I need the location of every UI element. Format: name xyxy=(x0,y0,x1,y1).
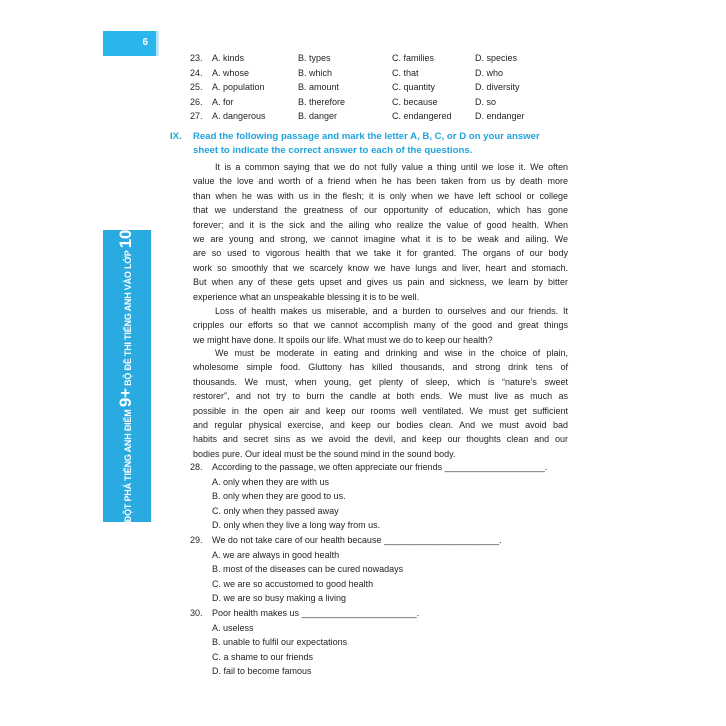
title-grade: 10 xyxy=(116,229,135,249)
passage-line: are so used to vigorous health that we take it for granted. The organs of our body xyxy=(193,248,568,259)
passage-line: It is a common saying that we do not fully value a thing until we lose it. We often xyxy=(215,162,568,172)
answer-option: B. most of the diseases can be cured nowadays xyxy=(212,564,404,575)
page-number: 6 xyxy=(142,37,148,48)
passage-line: But when any of these gets upset and gives us pain and sickness, we learn by bitter xyxy=(193,277,568,288)
answer-option: B. unable to fulfil our expectations xyxy=(212,637,348,648)
answer-option: D. fail to become famous xyxy=(212,666,312,677)
option-b: B. which xyxy=(298,67,333,78)
book-title-sidebar xyxy=(103,230,151,522)
option-a: A. for xyxy=(212,96,234,107)
option-b: B. types xyxy=(298,53,331,63)
book-title xyxy=(117,230,137,522)
answer-option: D. we are so busy making a living xyxy=(212,593,347,604)
passage-line: habits and secret sins as we avoid the devil, and keep our thoughts clean and our xyxy=(193,434,568,445)
passage-line: possible in the open air and keep our rooms well ventilated. We must get sufficient xyxy=(193,405,568,416)
passage-line: bodies pure. Our ideal must be the sound mind in the sound body. xyxy=(193,448,456,459)
option-a: A. kinds xyxy=(212,53,245,63)
answer-option: C. a shame to our friends xyxy=(212,651,314,662)
option-c: C. quantity xyxy=(392,82,436,93)
answer-option: A. only when they are with us xyxy=(212,476,330,487)
question-number: 27. xyxy=(190,111,203,122)
passage-line: and regular physical exercise, and keep our bodies clean. And we must avoid bad xyxy=(193,420,568,430)
option-d: D. species xyxy=(475,53,518,63)
option-c: C. endangered xyxy=(392,111,452,122)
title-part: ĐỘT PHÁ TIẾNG ANH ĐIỂM xyxy=(123,407,133,523)
passage-line: we might have done. It spoils our life. What must we do to keep our health? xyxy=(193,334,493,345)
answer-option: C. only when they passed away xyxy=(212,505,339,516)
passage-line: thousands. We must, when young, get plenty of sleep, which is “nature’s sweet xyxy=(193,376,568,387)
option-c: C. because xyxy=(392,96,438,107)
passage-line: Loss of health makes us miserable, and a burden to ourselves and our friends. It xyxy=(215,306,568,316)
question-number: 28. xyxy=(190,462,203,472)
option-d: D. diversity xyxy=(475,82,520,93)
page-number-box xyxy=(103,31,159,56)
option-d: D. so xyxy=(475,96,497,107)
passage-line: value the love and worth of a friend when he has been taken from us by death more xyxy=(193,176,568,187)
answer-option: D. only when they live a long way from us. xyxy=(212,520,381,531)
question-stem: According to the passage, we often appreciate our friends ____________________. xyxy=(212,462,548,472)
passage-line: that we understand the greatness of our opportunity of education, which has gone xyxy=(193,205,568,216)
title-score: 9+ xyxy=(116,388,135,408)
question-number: 24. xyxy=(190,67,203,78)
section-instruction: Read the following passage and mark the letter A, B, C, or D on your answer xyxy=(193,131,540,142)
passage-line: than when he was with us in the flesh; it is only when we have left school or college xyxy=(193,190,568,201)
option-b: B. therefore xyxy=(298,96,346,107)
question-number: 26. xyxy=(190,96,203,107)
passage-line: restorer”, and not try to burn the candle at both ends. We must live as much as xyxy=(193,391,568,402)
passage-line: forever; and it is the sick and the ailing who realize the value of good health. When xyxy=(193,219,568,230)
answer-option: C. we are so accustomed to good health xyxy=(212,578,374,589)
passage-line: we are young and strong, we cannot imagine what it is to be weak and ailing. We xyxy=(193,234,568,244)
option-c: C. that xyxy=(392,67,419,78)
passage-line: We must be moderate in eating and drinking and wise in the choice of plain, xyxy=(215,348,568,358)
option-d: D. who xyxy=(475,67,504,78)
question-number: 25. xyxy=(190,82,203,93)
section-number: IX. xyxy=(170,131,182,142)
option-d: D. endanger xyxy=(475,111,525,122)
option-b: B. danger xyxy=(298,111,338,122)
question-stem: We do not take care of our health because _______________________. xyxy=(212,535,502,545)
section-instruction: sheet to indicate the correct answer to each of the questions. xyxy=(193,145,473,156)
option-a: A. whose xyxy=(212,67,250,78)
title-part: BỘ ĐỀ THI TIẾNG ANH VÀO LỚP xyxy=(123,248,133,389)
question-number: 23. xyxy=(190,53,203,63)
option-a: A. dangerous xyxy=(212,111,266,122)
option-b: B. amount xyxy=(298,82,340,93)
question-number: 30. xyxy=(190,608,203,618)
passage-line: wholesome simple food. Gluttony has killed thousands, and strong drink tens of xyxy=(193,362,568,373)
option-c: C. families xyxy=(392,53,435,63)
question-stem: Poor health makes us _______________________. xyxy=(212,608,420,618)
passage-line: work so smoothly that we scarcely know we have lungs and liver, heart and stomach. xyxy=(193,262,568,273)
option-a: A. population xyxy=(212,82,265,93)
passage-line: cripples our efforts so that we cannot accomplish many of the good and great things xyxy=(193,320,568,331)
answer-option: A. we are always in good health xyxy=(212,549,340,560)
answer-option: B. only when they are good to us. xyxy=(212,491,346,502)
answer-option: A. useless xyxy=(212,622,254,633)
question-number: 29. xyxy=(190,535,203,545)
passage-line: experience what an unspeakable blessing it is to be well. xyxy=(193,291,420,302)
